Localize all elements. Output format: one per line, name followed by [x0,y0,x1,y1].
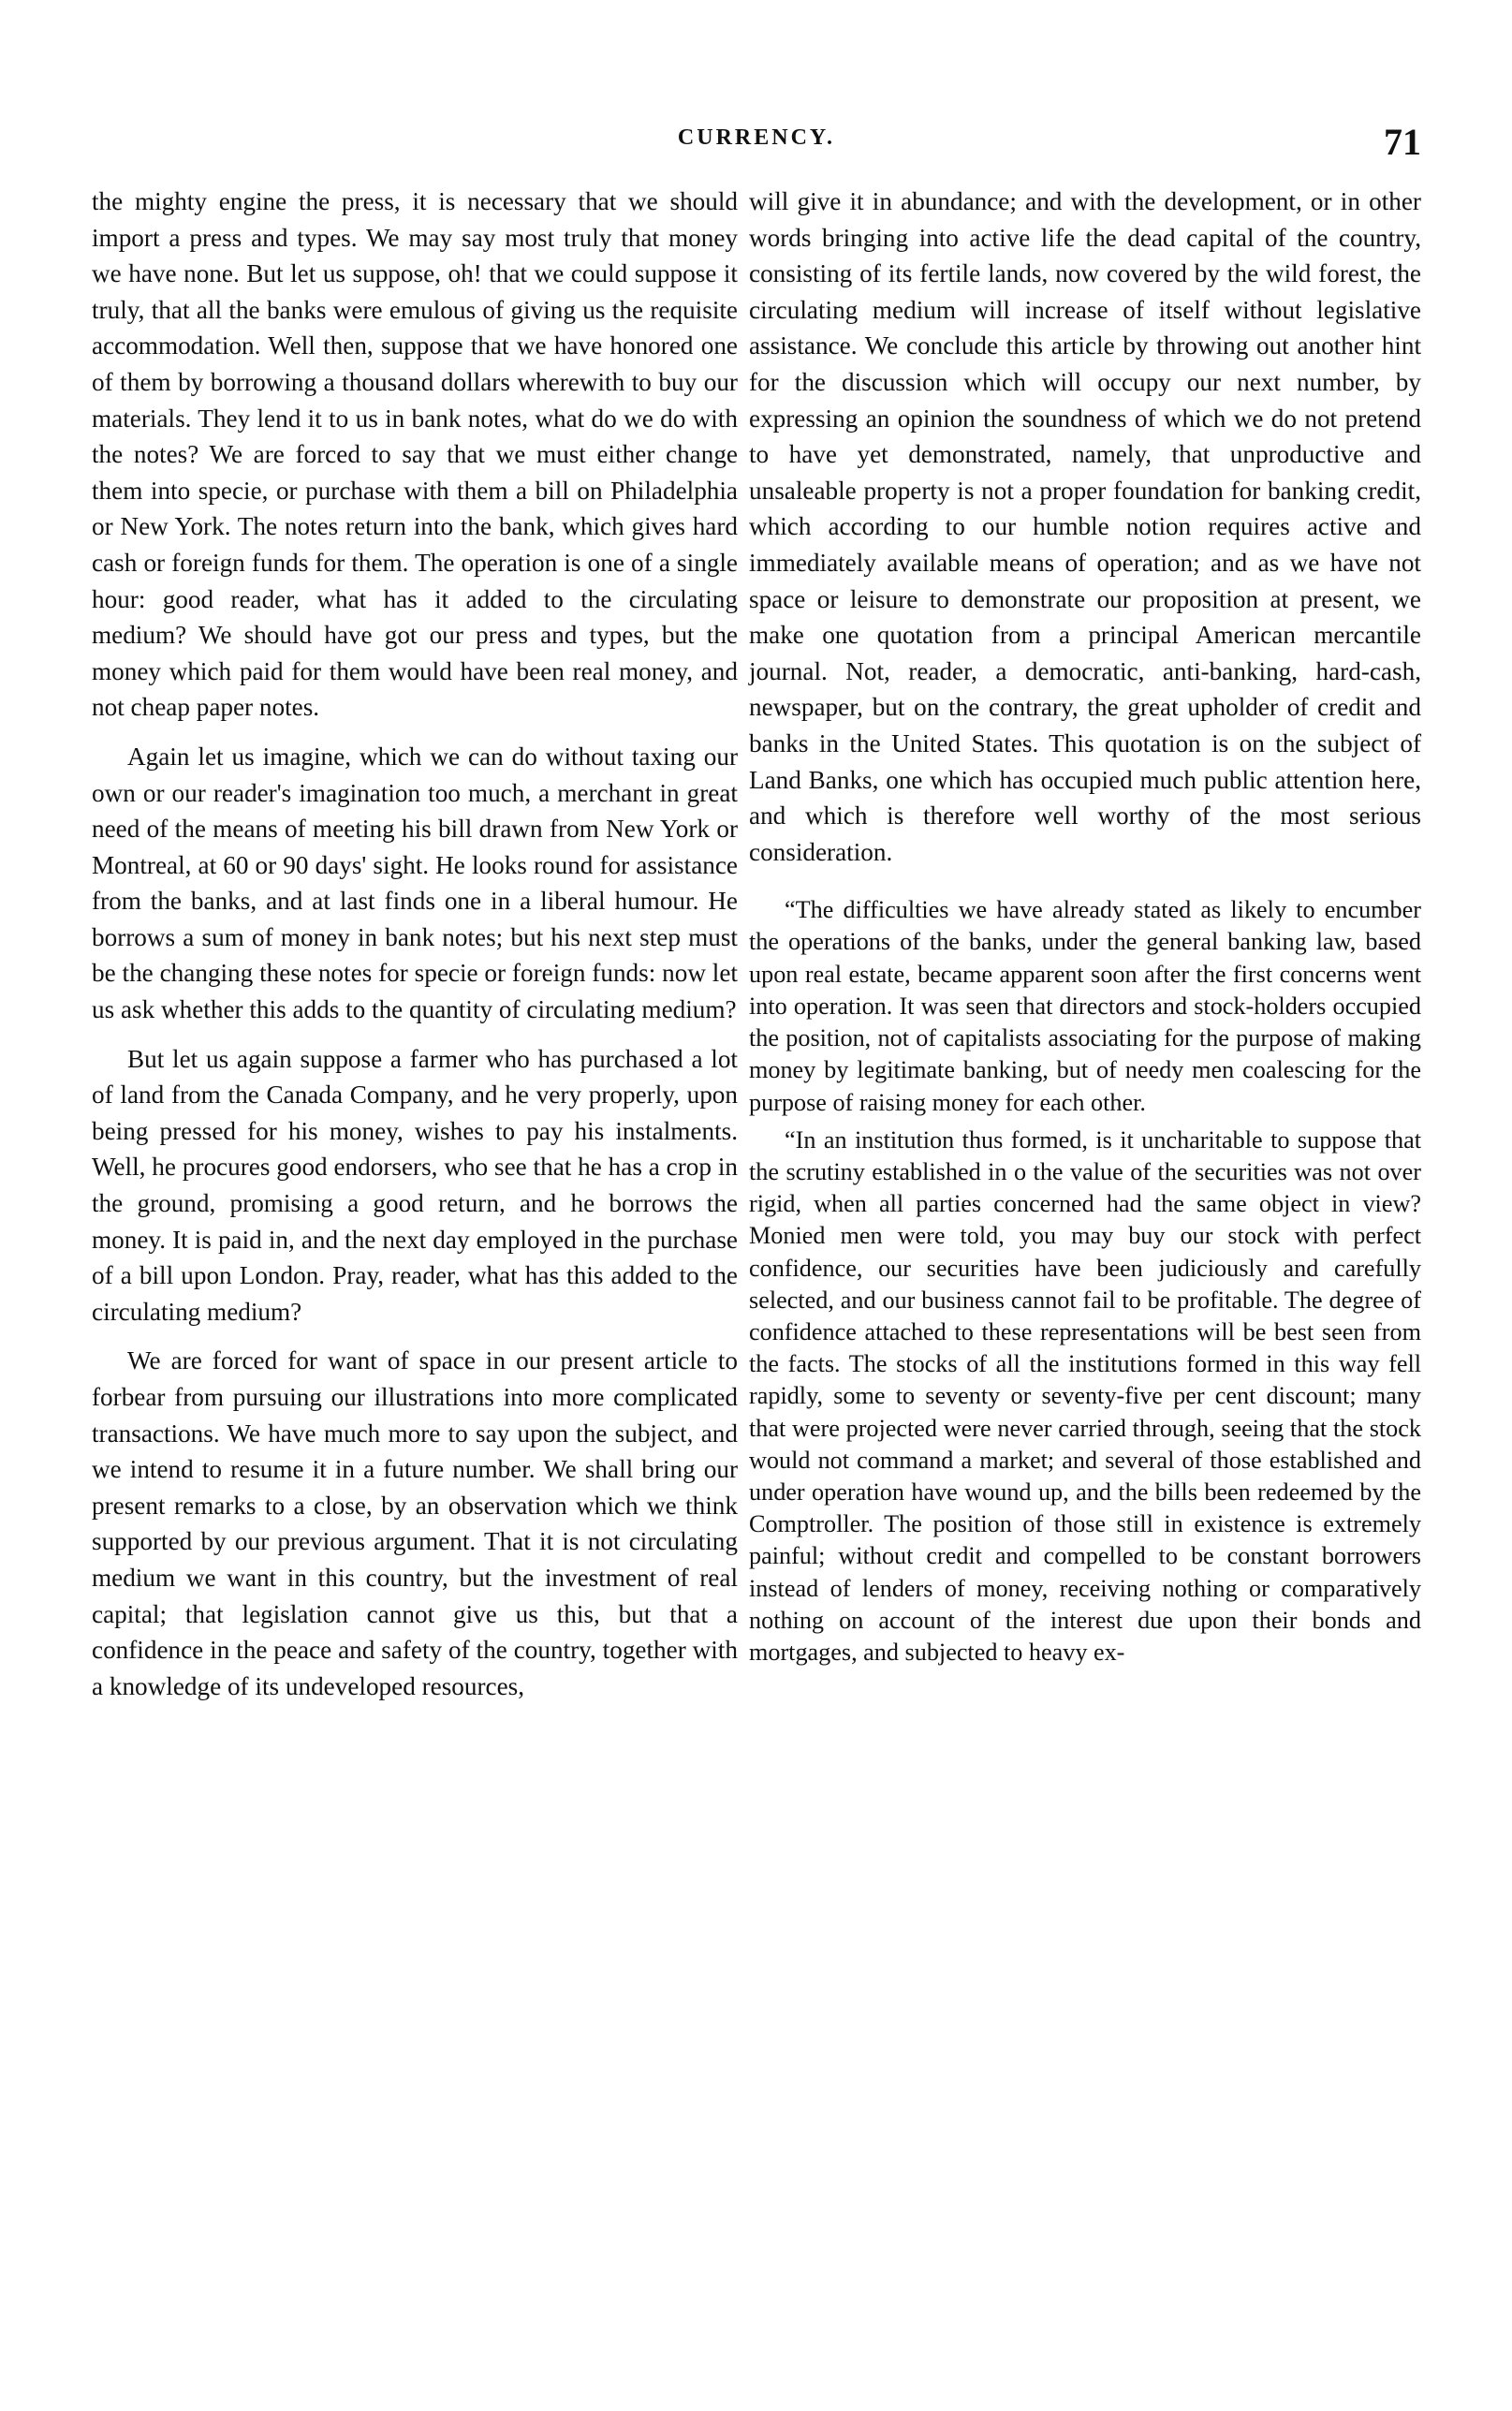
paragraph: But let us again suppose a farmer who has purchased a lot of land from the Canada Company, and he very properly, upon being pressed for his money, wishes to pay his instalments. Well, he procures good endorsers, who see that he has a crop in the ground, promising a good return, and he borrows the money. It is paid in, and the next day employed in the purchase of a bill upon London. Pray, reader, what has this added to the circulating medium? [92,1044,738,1326]
paragraph: the mighty engine the press, it is necessary that we should import a press and types. We may say most truly that money we have none. But let us suppose, oh! that we could suppose it truly, that all the banks were emulous of giving us the requisite accommodation. Well then, suppose that we have honored one of them by borrowing a thousand dollars wherewith to buy our materials. They lend it to us in bank notes, what do we do with the notes? We are forced to say that we must either change them into specie, or purchase with them a bill on Philadelphia or New York. The notes return into the bank, which gives hard cash or foreign funds for them. The operation is one of a single hour: good reader, what has it added to the circulating medium? We should have got our press and types, but the money which paid for them would have been real money, and not cheap paper notes. [92,187,738,722]
left-column [92,184,738,1704]
paragraph: will give it in abundance; and with the development, or in other words bringing into active life the dead capital of the country, consisting of its fertile lands, now covered by the wild forest, the circulating medium will increase of itself without legislative assistance. We conclude this article by throwing out another hint for the discussion which will occupy our next number, by expressing an opinion the soundness of which we do not pretend to have yet demonstrated, namely, that unproductive and unsaleable property is not a proper foundation for banking credit, which according to our humble notion requires active and immediately available means of operation; and as we have not space or leisure to demonstrate our proposition at present, we make one quotation from a principal American mercantile journal. Not, reader, a democratic, anti-banking, hard-cash, newspaper, but on the contrary, the great upholder of credit and banks in the United States. This quotation is on the subject of Land Banks, one which has occupied much public attention here, and which is therefore well worthy of the most serious consideration. [749,187,1421,866]
running-head [92,120,1421,167]
running-title: CURRENCY. [677,125,836,150]
paragraph: Again let us imagine, which we can do without taxing our own or our reader's imagination too much, a merchant in great need of the means of meeting his bill drawn from New York or Montreal, at 60 or 90 days' sight. He looks round for assistance from the banks, and at last finds one in a liberal humour. He borrows a sum of money in bank notes; but his next step must be the changing these notes for specie or foreign funds: now let us ask whether this adds to the quantity of circulating medium? [92,742,738,1024]
block-quote-paragraph: “The difficulties we have already stated as likely to encumber the operations of the banks, under the general banking law, based upon real estate, became apparent soon after the first concerns went into operation. It was seen that directors and stock-holders occupied the position, not of capitalists associating for the purpose of making money by legitimate banking, but of needy men coalescing for the purpose of raising money for each other. [749,896,1421,1116]
block-quote-paragraph: “In an institution thus formed, is it uncharitable to suppose that the scrutiny established in o the value of the securities was not over rigid, when all parties concerned had the same object in view? Monied men were told, you may buy our stock with perfect confidence, our securities have been judiciously and carefully selected, and our business cannot fail to be profitable. The degree of confidence attached to these representations will be best seen from the facts. The stocks of all the institutions formed in this way fell rapidly, some to seventy or seventy-five per cent discount; many that were projected were never carried through, seeing that the stock would not command a market; and several of those established and under operation have wound up, and the bills been redeemed by the Comptroller. The position of those still in existence is extremely painful; without credit and compelled to be constant borrowers instead of lenders of money, receiving nothing or comparatively nothing on account of the interest due upon their bonds and mortgages, and subjected to heavy ex- [749,1125,1421,1666]
page-number: 71 [1384,121,1421,163]
paragraph: We are forced for want of space in our present article to forbear from pursuing our illustrations into more complicated transactions. We have much more to say upon the subject, and we intend to resume it in a future number. We shall bring our present remarks to a close, by an observation which we think supported by our previous argument. That it is not circulating medium we want in this country, but the investment of real capital; that legislation cannot give us this, but that a confidence in the peace and safety of the country, together with a knowledge of its undeveloped resources, [92,1346,738,1700]
right-column [749,184,1421,1669]
